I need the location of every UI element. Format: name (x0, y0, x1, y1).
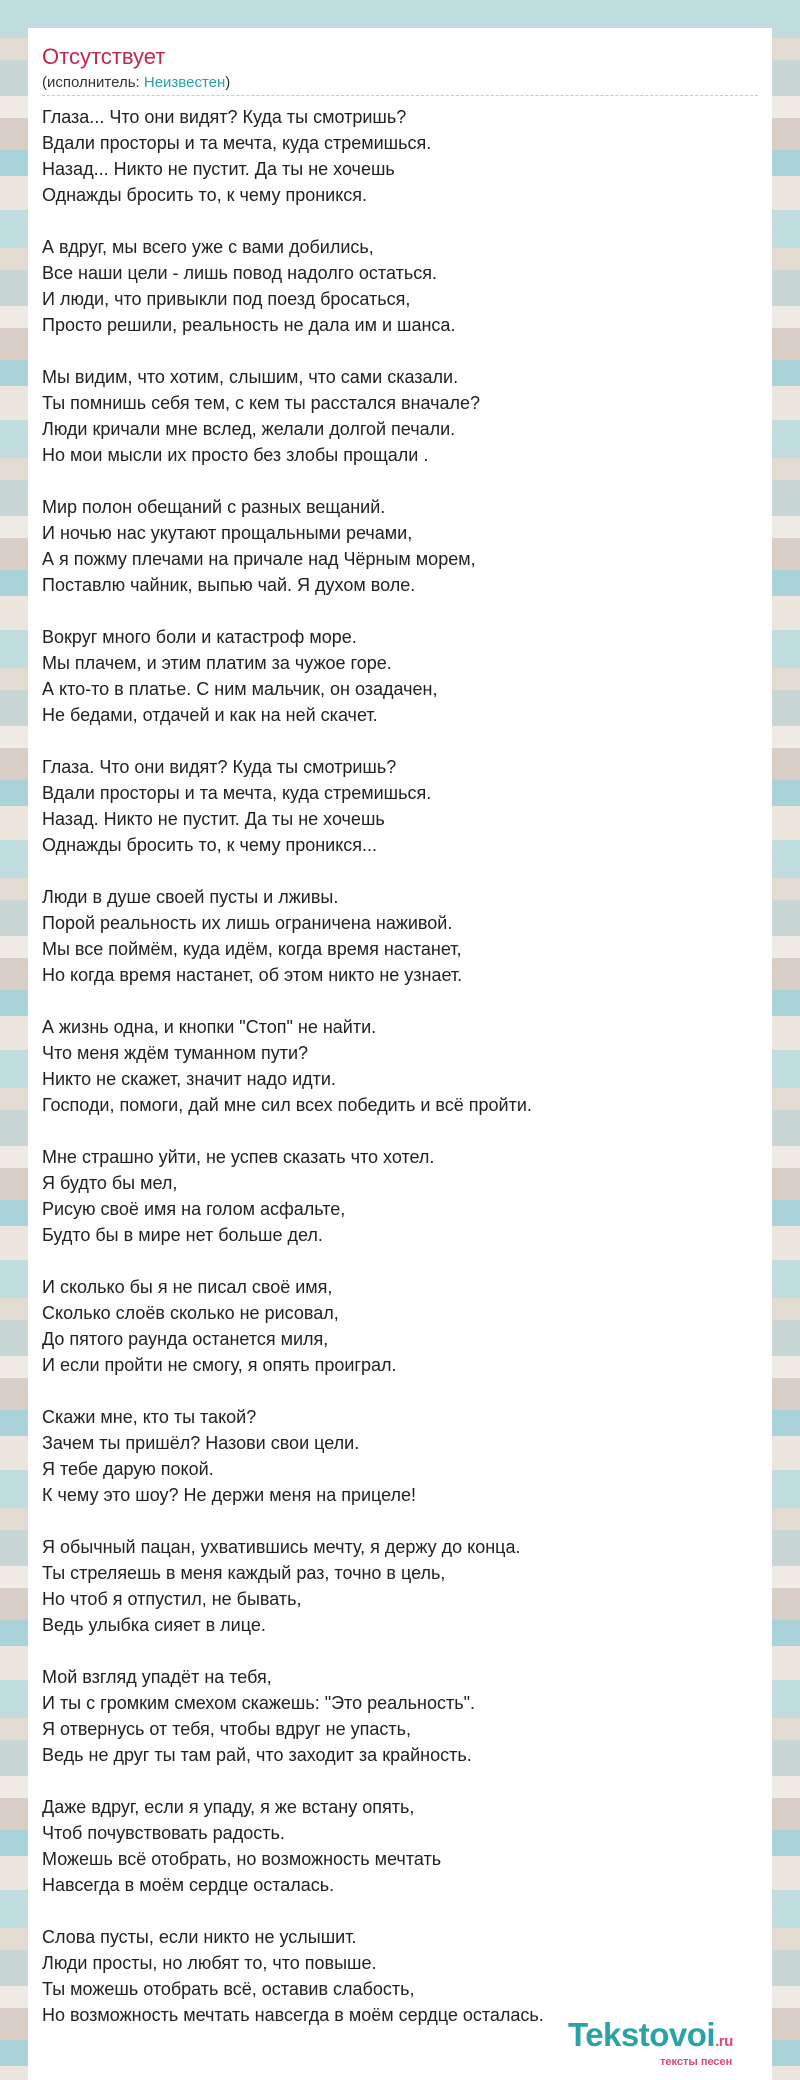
lyrics-line: А жизнь одна, и кнопки "Стоп" не найти. (42, 1017, 377, 1037)
logo-tagline: тексты песен (660, 2056, 733, 2068)
lyrics-stanza (42, 1534, 762, 1638)
lyrics-line: Слова пусты, если никто не услышит. (42, 1927, 357, 1947)
lyrics-stanza (42, 234, 762, 338)
performer-prefix: (исполнитель: (42, 74, 144, 91)
lyrics-line: Что меня ждём туманном пути? (42, 1043, 309, 1063)
lyrics-line: Ты помнишь себя тем, с кем ты расстался вначале? (42, 393, 480, 413)
lyrics-stanza (42, 494, 762, 598)
performer-link[interactable]: Неизвестен (143, 74, 226, 91)
lyrics-line: Ведь улыбка сияет в лице. (42, 1615, 266, 1635)
lyrics-line: И люди, что привыкли под поезд бросаться, (42, 289, 411, 309)
lyrics-line: Все наши цели - лишь повод надолго остаться. (42, 263, 437, 283)
site-logo[interactable] (568, 2016, 774, 2072)
lyrics-line: Будто бы в мире нет больше дел. (42, 1225, 323, 1245)
lyrics-line: Я тебе дарую покой. (42, 1459, 214, 1479)
lyrics-line: Мы плачем, и этим платим за чужое горе. (42, 653, 392, 673)
lyrics-line: Но мои мысли их просто без злобы прощали . (42, 445, 429, 465)
performer-line (42, 74, 230, 91)
lyrics-line: Рисую своё имя на голом асфальте, (42, 1199, 346, 1219)
lyrics-line: Порой реальность их лишь ограничена наживой. (42, 913, 453, 933)
lyrics-line: К чему это шоу? Не держи меня на прицеле! (42, 1485, 417, 1505)
lyrics-line: Даже вдруг, если я упаду, я же встану опять, (42, 1797, 415, 1817)
title-divider (42, 95, 758, 96)
lyrics-line: Поставлю чайник, выпью чай. Я духом воле. (42, 575, 416, 595)
lyrics-line: Скажи мне, кто ты такой? (42, 1407, 257, 1427)
lyrics-line: Назад. Никто не пустит. Да ты не хочешь (42, 809, 385, 829)
lyrics-card (28, 28, 772, 2080)
lyrics-line: Ведь не друг ты там рай, что заходит за крайность. (42, 1745, 472, 1765)
lyrics-line: Однажды бросить то, к чему проникся. (42, 185, 368, 205)
lyrics-stanza (42, 1014, 762, 1118)
lyrics-line: Люди кричали мне вслед, желали долгой печали. (42, 419, 456, 439)
lyrics-stanza (42, 104, 762, 208)
lyrics-line: Люди в душе своей пусты и лживы. (42, 887, 339, 907)
lyrics-line: Но возможность мечтать навсегда в моём сердце осталась. (42, 2005, 544, 2025)
lyrics-line: И если пройти не смогу, я опять проиграл. (42, 1355, 397, 1375)
lyrics-line: А вдруг, мы всего уже с вами добились, (42, 237, 374, 257)
lyrics-line: А кто-то в платье. С ним мальчик, он озадачен, (42, 679, 438, 699)
lyrics-stanza (42, 1664, 762, 1768)
lyrics-line: Никто не скажет, значит надо идти. (42, 1069, 336, 1089)
lyrics-text (42, 104, 762, 2054)
lyrics-line: Ты можешь отобрать всё, оставив слабость, (42, 1979, 415, 1999)
lyrics-line: Вдали просторы и та мечта, куда стремишься. (42, 783, 432, 803)
lyrics-line: Навсегда в моём сердце осталась. (42, 1875, 335, 1895)
lyrics-stanza (42, 1144, 762, 1248)
lyrics-stanza (42, 1924, 762, 2028)
lyrics-line: Назад... Никто не пустит. Да ты не хочешь (42, 159, 395, 179)
lyrics-stanza (42, 1794, 762, 1898)
lyrics-line: Господи, помоги, дай мне сил всех победить и всё пройти. (42, 1095, 532, 1115)
lyrics-line: Но чтоб я отпустил, не бывать, (42, 1589, 302, 1609)
lyrics-line: Вокруг много боли и катастроф море. (42, 627, 357, 647)
lyrics-line: И сколько бы я не писал своё имя, (42, 1277, 333, 1297)
lyrics-line: Но когда время настанет, об этом никто не узнает. (42, 965, 463, 985)
lyrics-line: Глаза. Что они видят? Куда ты смотришь? (42, 757, 397, 777)
lyrics-line: Однажды бросить то, к чему проникся... (42, 835, 378, 855)
lyrics-line: До пятого раунда останется миля, (42, 1329, 329, 1349)
lyrics-line: Мы все поймём, куда идём, когда время настанет, (42, 939, 462, 959)
lyrics-line: Люди просты, но любят то, что повыше. (42, 1953, 377, 1973)
lyrics-line: Глаза... Что они видят? Куда ты смотришь? (42, 107, 407, 127)
lyrics-line: Мой взгляд упадёт на тебя, (42, 1667, 272, 1687)
logo-wordmark (568, 2016, 733, 2054)
lyrics-line: Можешь всё отобрать, но возможность мечтать (42, 1849, 442, 1869)
lyrics-line: Я обычный пацан, ухватившись мечту, я держу до конца. (42, 1537, 521, 1557)
lyrics-line: Мы видим, что хотим, слышим, что сами сказали. (42, 367, 459, 387)
lyrics-stanza (42, 624, 762, 728)
lyrics-line: Просто решили, реальность не дала им и шанса. (42, 315, 456, 335)
lyrics-line: А я пожму плечами на причале над Чёрным морем, (42, 549, 476, 569)
lyrics-line: Мир полон обещаний с разных вещаний. (42, 497, 386, 517)
performer-suffix: ) (225, 74, 231, 91)
lyrics-line: Не бедами, отдачей и как на ней скачет. (42, 705, 378, 725)
lyrics-line: Зачем ты пришёл? Назови свои цели. (42, 1433, 360, 1453)
lyrics-line: Мне страшно уйти, не успев сказать что хотел. (42, 1147, 435, 1167)
lyrics-stanza (42, 1404, 762, 1508)
song-title: Отсутствует (42, 44, 166, 69)
lyrics-line: И ты с громким смехом скажешь: "Это реальность". (42, 1693, 475, 1713)
lyrics-stanza (42, 1274, 762, 1378)
lyrics-line: Я отвернусь от тебя, чтобы вдруг не упасть, (42, 1719, 411, 1739)
lyrics-line: Вдали просторы и та мечта, куда стремишься. (42, 133, 432, 153)
lyrics-line: Чтоб почувствовать радость. (42, 1823, 285, 1843)
logo-name: Tekstovoi (568, 2016, 716, 2053)
lyrics-line: Я будто бы мел, (42, 1173, 178, 1193)
logo-domain: .ru (715, 2033, 733, 2050)
lyrics-line: Сколько слоёв сколько не рисовал, (42, 1303, 339, 1323)
lyrics-stanza (42, 754, 762, 858)
lyrics-line: Ты стреляешь в меня каждый раз, точно в цель, (42, 1563, 446, 1583)
lyrics-stanza (42, 884, 762, 988)
lyrics-stanza (42, 364, 762, 468)
lyrics-line: И ночью нас укутают прощальными речами, (42, 523, 413, 543)
